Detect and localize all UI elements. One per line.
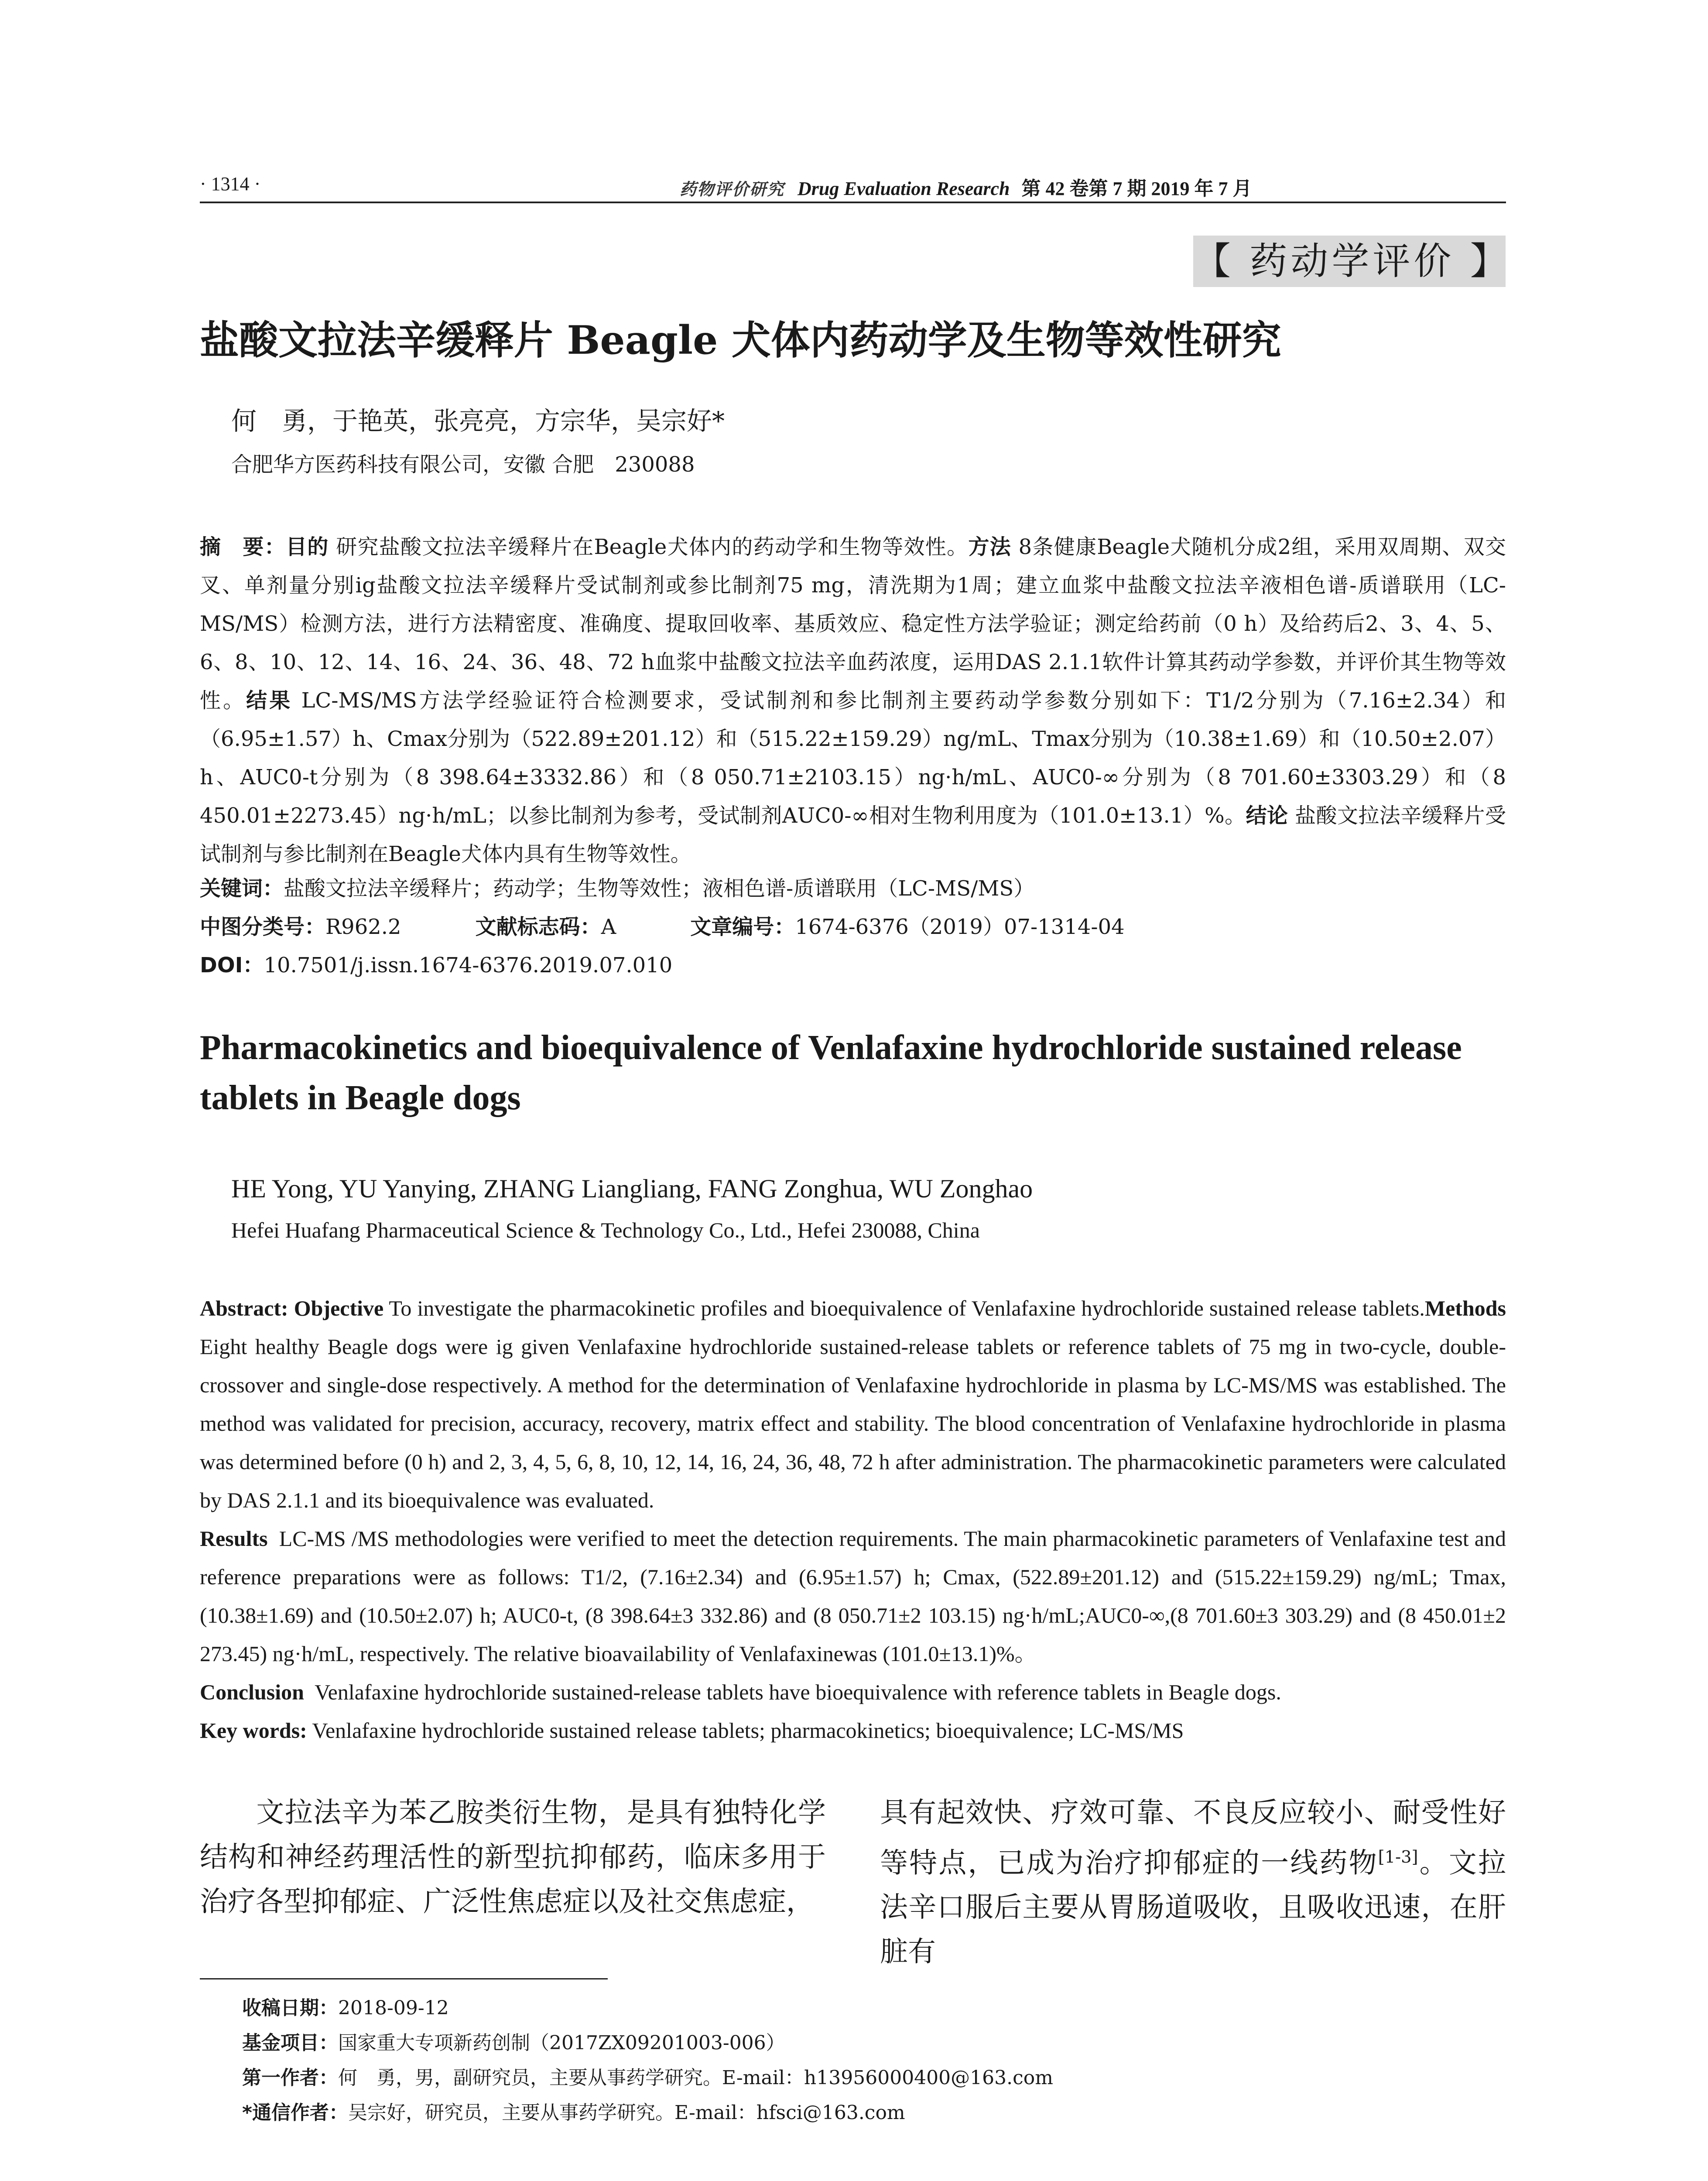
affiliation-cn: 合肥华方医药科技有限公司，安徽 合肥 230088 — [231, 452, 695, 477]
citation-ref: [1-3] — [1378, 1847, 1418, 1867]
footnote-label: 第一作者： — [242, 2067, 338, 2089]
objective-cn: 研究盐酸文拉法辛缓释片在Beagle犬体内的药动学和生物等效性。 — [336, 535, 969, 559]
journal-name-en: Drug Evaluation Research — [798, 178, 1010, 199]
clc-value: R962.2 — [325, 915, 401, 939]
footnote-text: 吴宗好，研究员，主要从事药学研究。E-mail：hfsci@163.com — [348, 2102, 905, 2124]
conclusion-label-cn: 结论 — [1246, 803, 1288, 828]
objective-en: To investigate the pharmacokinetic profiles and bioequivalence of Venlafaxine hydrochloride sustained release tablets. — [389, 1296, 1425, 1320]
abstract-cn — [200, 528, 1506, 873]
keywords-en-text: Venlafaxine hydrochloride sustained release tablets; pharmacokinetics; bioequivalence; LC-MS/MS — [312, 1718, 1184, 1743]
results-en: LC-MS /MS methodologies were verified to meet the detection requirements. The main pharmacokinetic parameters of Venlafaxine test and reference preparations were as follows: T1/2, (7.16±2.34) and (6.95±1.57) h; Cmax, (522.89±201.12) and (515.22±159.29) ng/mL; Tmax, (10.38±1.69) and (10.50±2.07) h; AUC0-t, (8 398.64±3 332.86) and (8 050.71±2 103.15) ng·h/mL;AUC0-∞,(8 701.60±3 303.29) and (8 450.01±2 273.45) ng·h/mL, respectively. The relative bioavailability of Venlafaxinewas (101.0±13.1)%。 — [200, 1526, 1506, 1666]
conclusion-en: Venlafaxine hydrochloride sustained-release tablets have bioequivalence with reference tablets in Beagle dogs. — [315, 1680, 1281, 1704]
journal-issue: 第 42 卷第 7 期 2019 年 7 月 — [1021, 178, 1252, 199]
footnote-first-author — [242, 2065, 1507, 2091]
results-label-en: Results — [200, 1526, 268, 1551]
footnote-label: 收稿日期： — [242, 1997, 338, 2019]
results-label-cn: 结果 — [246, 688, 293, 713]
body-text-right-a: 具有起效快、疗效可靠、不良反应较小、耐受性好等特点，已成为治疗抑郁症的一线药物 — [880, 1797, 1506, 1880]
abstract-en — [200, 1289, 1506, 1750]
article-number-value: 1674-6376（2019）07-1314-04 — [795, 915, 1125, 939]
running-header — [200, 169, 1509, 200]
page-number: · 1314 · — [200, 173, 261, 195]
classification-line — [200, 908, 1506, 946]
doc-code-value: A — [601, 915, 616, 939]
journal-name — [680, 173, 1252, 201]
keywords-cn-text: 盐酸文拉法辛缓释片；药动学；生物等效性；液相色谱-质谱联用（LC-MS/MS） — [284, 876, 1035, 901]
header-rule — [200, 202, 1506, 203]
doi-line — [200, 946, 1506, 985]
keywords-cn-label: 关键词： — [200, 876, 284, 901]
affiliation-en: Hefei Huafang Pharmaceutical Science & Technology Co., Ltd., Hefei 230088, China — [231, 1218, 980, 1242]
doi-label: DOI： — [200, 953, 264, 978]
objective-label-en: Objective — [294, 1296, 384, 1320]
authors-cn: 何 勇，于艳英，张亮亮，方宗华，吴宗好* — [231, 406, 725, 436]
body-text-right-b: 。文拉法辛口服后主要从胃肠道吸收，且吸收迅速，在肝脏有 — [880, 1847, 1506, 1969]
title-en: Pharmacokinetics and bioequivalence of Venlafaxine hydrochloride sustained release tablets in Beagle dogs — [200, 1029, 1462, 1117]
footnote-rule — [200, 1978, 608, 1979]
clc-label: 中图分类号： — [200, 915, 326, 939]
doi-value: 10.7501/j.issn.1674-6376.2019.07.010 — [264, 953, 673, 978]
methods-cn: 8条健康Beagle犬随机分成2组，采用双周期、双交叉、单剂量分别ig盐酸文拉法辛缓释片受试制剂或参比制剂75 mg，清洗期为1周；建立血浆中盐酸文拉法辛液相色谱-质谱联用（LC-MS/MS）检测方法，进行方法精密度、准确度、提取回收率、基质效应、稳定性方法学验证；测定给药前（0 h）及给药后2、3、4、5、6、8、10、12、14、16、24、36、48、72 h血浆中盐酸文拉法辛血药浓度，运用DAS 2.1.1软件计算其药动学参数，并评价其生物等效性。 — [200, 535, 1506, 713]
footnote-fund — [242, 2031, 1507, 2056]
keywords-cn — [200, 869, 1506, 908]
footnote-text: 国家重大专项新药创制（2017ZX09201003-006） — [338, 2032, 785, 2054]
methods-label-en: Methods — [1424, 1296, 1506, 1320]
section-tag: 【 药动学评价 】 — [1193, 236, 1506, 287]
conclusion-cn: 盐酸文拉法辛缓释片受试制剂与参比制剂在Beagle犬体内具有生物等效性。 — [200, 803, 1506, 866]
footnote-text: 何 勇，男，副研究员，主要从事药学研究。E-mail：h13956000400@163.com — [338, 2067, 1053, 2089]
results-cn: LC-MS/MS方法学经验证符合检测要求，受试制剂和参比制剂主要药动学参数分别如下：T1/2分别为（7.16±2.34）和（6.95±1.57）h、Cmax分别为（522.89±201.12）和（515.22±159.29）ng/mL、Tmax分别为（10.38±1.69）和（10.50±2.07）h、AUC0-t分别为（8 398.64±3332.86）和（8 050.71±2103.15）ng·h/mL、AUC0-∞分别为（8 701.60±3303.29）和（8 450.01±2273.45）ng·h/mL；以参比制剂为参考，受试制剂AUC0-∞相对生物利用度为（101.0±13.1）%。 — [200, 688, 1506, 828]
objective-label-cn: 目的 — [286, 535, 329, 559]
body-text-left: 文拉法辛为苯乙胺类衍生物，是具有独特化学结构和神经药理活性的新型抗抑郁药，临床多用于治疗各型抑郁症、广泛性焦虑症以及社交焦虑症， — [200, 1797, 826, 1918]
conclusion-label-en: Conclusion — [200, 1680, 304, 1704]
doc-code-label: 文献标志码： — [475, 915, 601, 939]
footnote-received — [242, 1996, 1507, 2021]
body-column-right — [880, 1791, 1506, 1974]
abstract-cn-label: 摘 要： — [200, 535, 286, 559]
footnote-text: 2018-09-12 — [338, 1997, 449, 2019]
abstract-en-label: Abstract: — [200, 1296, 288, 1320]
title-cn: 盐酸文拉法辛缓释片 Beagle 犬体内药动学及生物等效性研究 — [200, 317, 1281, 363]
footnote-label: 基金项目： — [242, 2032, 338, 2054]
journal-logo-cn: 药物评价研究 — [680, 181, 785, 199]
authors-en: HE Yong, YU Yanying, ZHANG Liangliang, FANG Zonghua, WU Zonghao — [231, 1174, 1033, 1203]
article-number-label: 文章编号： — [690, 915, 795, 939]
footnote-label: *通信作者： — [242, 2102, 349, 2124]
body-column-left — [200, 1791, 826, 1924]
methods-label-cn: 方法 — [968, 535, 1012, 559]
keywords-en-label: Key words: — [200, 1718, 307, 1743]
footnote-corresponding — [242, 2100, 1507, 2126]
methods-en: Eight healthy Beagle dogs were ig given Venlafaxine hydrochloride sustained-release tablets or reference tablets of 75 mg in two-cycle, double-crossover and single-dose respectively. A method for the determination of Venlafaxine hydrochloride in plasma by LC-MS/MS was established. The method was validated for precision, accuracy, recovery, matrix effect and stability. The blood concentration of Venlafaxine hydrochloride in plasma was determined before (0 h) and 2, 3, 4, 5, 6, 8, 10, 12, 14, 16, 24, 36, 48, 72 h after administration. The pharmacokinetic parameters were calculated by DAS 2.1.1 and its bioequivalence was evaluated. — [200, 1334, 1506, 1512]
